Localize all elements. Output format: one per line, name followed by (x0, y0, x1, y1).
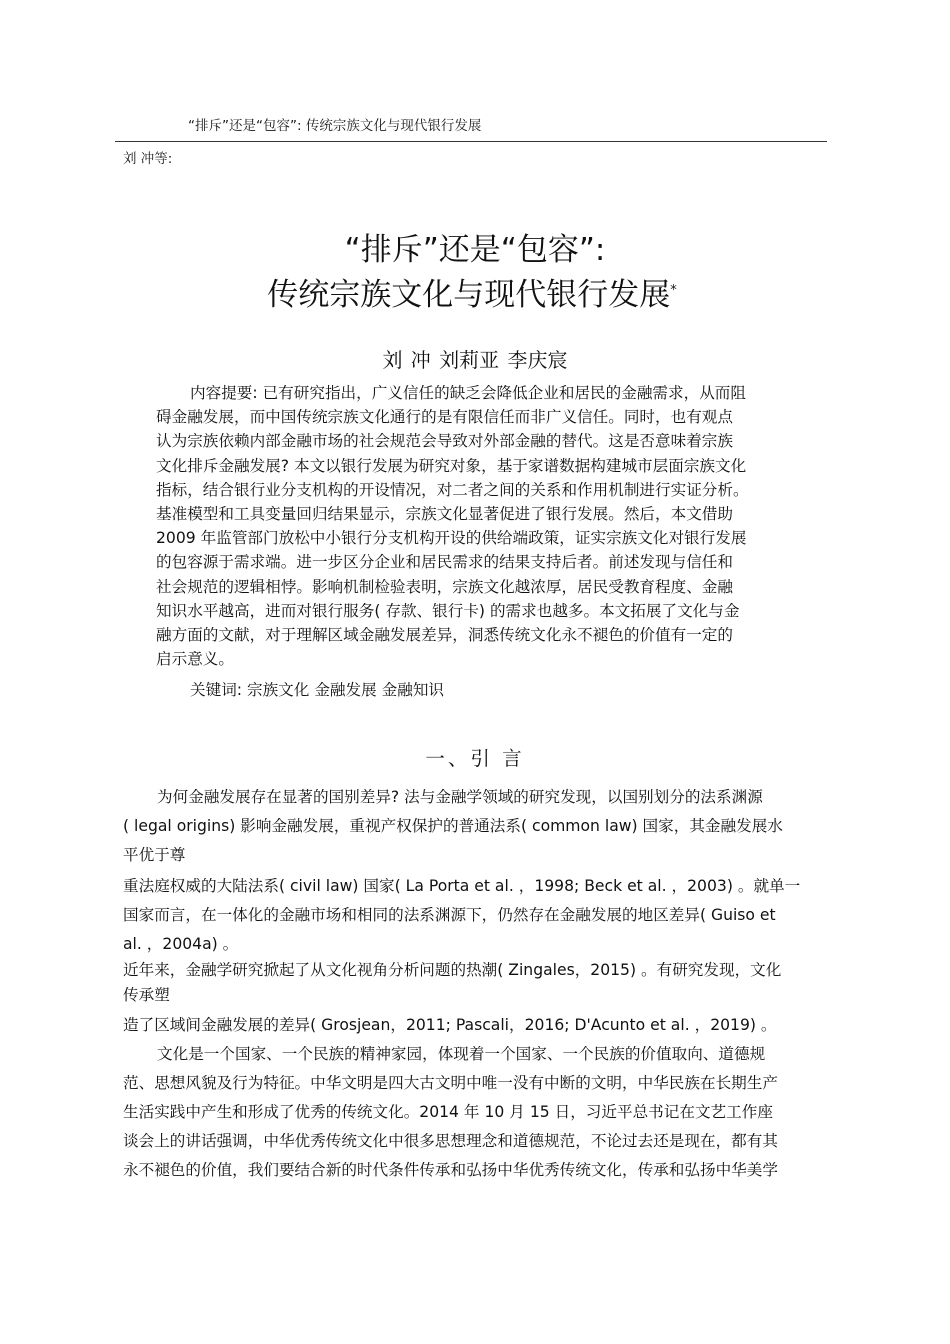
abstract-line: 的包容源于需求端。进一步区分企业和居民需求的结果支持后者。前述发现与信任和 (156, 553, 733, 572)
article-title-line-1: “排斥”还是“包容”: (344, 232, 606, 268)
paragraph (123, 1040, 833, 1185)
running-header: “排斥”还是“包容”: 传统宗族文化与现代银行发展 (188, 118, 482, 134)
abstract-line: 内容提要: 已有研究指出，广义信任的缺乏会降低企业和居民的金融需求，从而阻 (190, 384, 746, 402)
authors: 刘 冲 刘莉亚 李庆宸 (382, 348, 568, 372)
author-short: 刘 冲等: (123, 151, 173, 167)
abstract-line: 知识水平越高，进而对银行服务( 存款、银行卡) 的需求也越多。本文拓展了文化与金 (156, 601, 740, 620)
section-heading: 一、引 言 (425, 747, 525, 770)
paragraph-line: 为何金融发展存在显著的国别差异? 法与金融学领域的研究发现，以国别划分的法系渊源 (157, 788, 763, 806)
paragraph-line: 平优于尊 (123, 846, 186, 864)
abstract-line: 指标，结合银行业分支机构的开设情况，对二者之间的关系和作用机制进行实证分析。 (156, 480, 749, 499)
paragraph (123, 872, 833, 959)
paragraph-line: 文化是一个国家、一个民族的精神家园，体现着一个国家、一个民族的价值取向、道德规 (157, 1045, 766, 1063)
abstract-line: 启示意义。 (156, 650, 234, 669)
article-title-line-2 (0, 273, 947, 317)
abstract-line: 社会规范的逻辑相悖。影响机制检验表明，宗族文化越浓厚，居民受教育程度、金融 (156, 577, 733, 596)
abstract-line: 2009 年监管部门放松中小银行分支机构开设的供给端政策，证实宗族文化对银行发展 (156, 529, 747, 548)
abstract-line: 认为宗族依赖内部金融市场的社会规范会导致对外部金融的替代。这是否意味着宗族 (156, 432, 733, 451)
abstract-line: 基准模型和工具变量回归结果显示，宗族文化显著促进了银行发展。然后，本文借助 (156, 505, 733, 524)
paragraph-line: 国家而言，在一体化的金融市场和相同的法系渊源下，仍然存在金融发展的地区差异( Guiso et (123, 906, 776, 924)
abstract-line: 融方面的文献，对于理解区域金融发展差异，洞悉传统文化永不褪色的价值有一定的 (156, 626, 733, 645)
paragraph-line: 重法庭权威的大陆法系( civil law) 国家( La Porta et al. ，1998; Beck et al. ，2003) 。就单一 (123, 877, 801, 895)
abstract-line: 碍金融发展，而中国传统宗族文化通行的是有限信任而非广义信任。同时，也有观点 (156, 408, 733, 427)
article-title-text: 传统宗族文化与现代银行发展 (267, 277, 671, 313)
paragraph-line: 传承塑 (123, 986, 170, 1004)
paragraph (123, 1011, 833, 1040)
abstract (156, 381, 798, 671)
paragraph-line: 造了区域间金融发展的差异( Grosjean，2011; Pascali，2016; D'Acunto et al. ，2019) 。 (123, 1016, 777, 1034)
title-footnote-mark: * (670, 283, 677, 298)
paragraph-line: 生活实践中产生和形成了优秀的传统文化。2014 年 10 月 15 日，习近平总书记在文艺工作座 (123, 1103, 773, 1121)
paragraph-line: 近年来，金融学研究掀起了从文化视角分析问题的热潮( Zingales，2015) 。有研究发现，文化 (123, 961, 782, 979)
paragraph-line: 永不褪色的价值，我们要结合新的时代条件传承和弘扬中华优秀传统文化，传承和弘扬中华美学 (123, 1161, 778, 1179)
paragraph-line: 范、思想风貌及行为特征。中华文明是四大古文明中唯一没有中断的文明，中华民族在长期生产 (123, 1074, 778, 1092)
paragraph-line: ( legal origins) 影响金融发展，重视产权保护的普通法系( common law) 国家，其金融发展水 (123, 817, 783, 835)
paragraph (123, 783, 833, 870)
keywords: 关键词: 宗族文化 金融发展 金融知识 (190, 681, 445, 699)
paragraph-line: 谈会上的讲话强调，中华优秀传统文化中很多思想理念和道德规范，不论过去还是现在，都有其 (123, 1132, 778, 1150)
paragraph-line: al. ，2004a) 。 (123, 935, 239, 953)
header-rule (115, 141, 827, 142)
paragraph (123, 958, 833, 1008)
abstract-line: 文化排斥金融发展? 本文以银行发展为研究对象，基于家谱数据构建城市层面宗族文化 (156, 456, 747, 475)
